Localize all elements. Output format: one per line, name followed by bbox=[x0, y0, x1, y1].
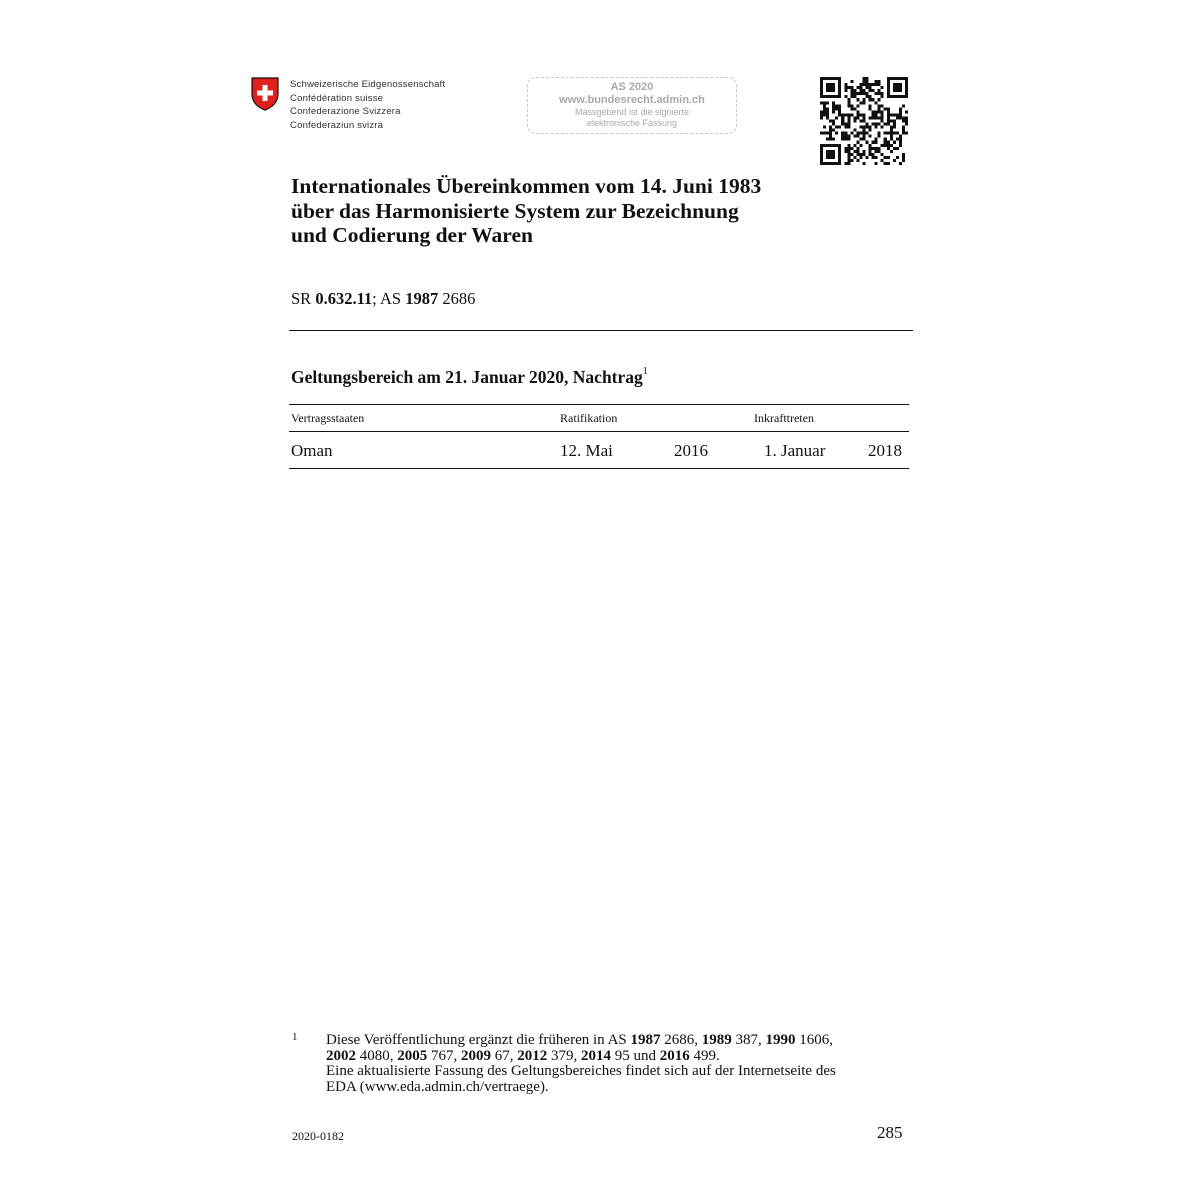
footnote-line-1 bbox=[326, 1033, 836, 1049]
footnote-line-1-run: 1989 bbox=[701, 1032, 732, 1048]
header-entry-into-force: Inkrafttreten bbox=[754, 411, 814, 425]
confederation-names bbox=[290, 78, 445, 132]
footnote-line-1-run: 1606, bbox=[795, 1032, 833, 1048]
footnote-line-2-run: 2005 bbox=[397, 1047, 428, 1064]
footnote-line-4: EDA (www.eda.admin.ch/vertraege). bbox=[326, 1078, 549, 1095]
footnote-number: 1 bbox=[292, 1031, 298, 1043]
sr-separator: ; AS bbox=[372, 289, 406, 308]
footnote-line-1-run: 1990 bbox=[765, 1032, 796, 1048]
footnote-line-2-run: 2009 bbox=[461, 1047, 491, 1064]
footnote-line-2-run: 95 und bbox=[611, 1047, 660, 1064]
footnote-text bbox=[326, 1033, 836, 1095]
as-page: 2686 bbox=[438, 289, 476, 308]
footnote-line-1-run: 387, bbox=[731, 1032, 766, 1048]
table-bottom-rule bbox=[289, 468, 909, 469]
footnote-line-2-run: 379, bbox=[547, 1047, 581, 1064]
scope-heading-text: Geltungsbereich am 21. Januar 2020, Nachtrag bbox=[291, 367, 643, 387]
title-line-3: und Codierung der Waren bbox=[291, 223, 533, 247]
footnote-line-2-run: 499. bbox=[689, 1047, 720, 1064]
stamp-as-number: AS 2020 bbox=[610, 81, 654, 93]
stamp-note-1: Massgebend ist die signierte bbox=[574, 107, 690, 117]
document-title bbox=[291, 174, 761, 248]
as-year: 1987 bbox=[405, 289, 439, 308]
footnote-line-1-run: Diese Veröffentlichung ergänzt die früheren in AS bbox=[326, 1032, 631, 1048]
footnote-line-2-run: 2012 bbox=[517, 1047, 548, 1064]
page-number: 285 bbox=[877, 1123, 903, 1142]
footnote-line-2-run: 2014 bbox=[581, 1047, 611, 1064]
footnote-line-2-run: 767, bbox=[427, 1047, 461, 1064]
confederation-name-it: Confederazione Svizzera bbox=[290, 106, 401, 117]
swiss-coat-of-arms-icon bbox=[250, 76, 280, 112]
stamp-url: www.bundesrecht.admin.ch bbox=[559, 94, 705, 106]
publication-stamp bbox=[527, 77, 737, 134]
confederation-name-de: Schweizerische Eidgenossenschaft bbox=[290, 79, 446, 90]
footnote-line-2 bbox=[326, 1049, 836, 1065]
header-states: Vertragsstaaten bbox=[291, 411, 365, 425]
footnote-line-1-run: 1987 bbox=[630, 1032, 661, 1048]
title-line-2: über das Harmonisierte System zur Bezeichnung bbox=[291, 198, 739, 223]
sr-prefix: SR bbox=[291, 289, 316, 308]
footnote-line-1-run: 2686, bbox=[660, 1032, 702, 1048]
sr-number: 0.632.11 bbox=[315, 289, 373, 308]
cell-ratification-year: 2016 bbox=[674, 441, 708, 460]
table-header-rule bbox=[289, 431, 909, 432]
document-number: 2020-0182 bbox=[292, 1129, 344, 1143]
title-divider bbox=[289, 330, 913, 331]
footnote-line-2-run: 67, bbox=[491, 1047, 518, 1064]
confederation-name-fr: Confédération suisse bbox=[290, 92, 384, 104]
footnote-line-2-run: 2016 bbox=[659, 1047, 690, 1064]
confederation-name-rm: Confederaziun svizra bbox=[290, 119, 384, 131]
stamp-note-2: elektronische Fassung bbox=[586, 118, 678, 128]
footnote-line-3: Eine aktualisierte Fassung des Geltungsbereiches findet sich auf der Internetseite des bbox=[326, 1063, 836, 1079]
scope-heading bbox=[291, 367, 648, 388]
table-top-rule bbox=[289, 404, 909, 405]
cell-ratification-day: 12. Mai bbox=[560, 441, 613, 460]
cell-state: Oman bbox=[291, 441, 333, 460]
qr-code-icon bbox=[820, 77, 908, 165]
cell-entry-day: 1. Januar bbox=[764, 441, 826, 460]
sr-reference bbox=[291, 289, 475, 309]
footnote-line-2-run: 4080, bbox=[356, 1047, 398, 1064]
footnote-ref[interactable]: 1 bbox=[642, 366, 648, 377]
footnote-line-2-run: 2002 bbox=[326, 1047, 356, 1064]
cell-entry-year: 2018 bbox=[868, 441, 902, 460]
header-ratification: Ratifikation bbox=[560, 411, 618, 425]
title-line-1: Internationales Übereinkommen vom 14. Juni 1983 bbox=[291, 174, 762, 198]
